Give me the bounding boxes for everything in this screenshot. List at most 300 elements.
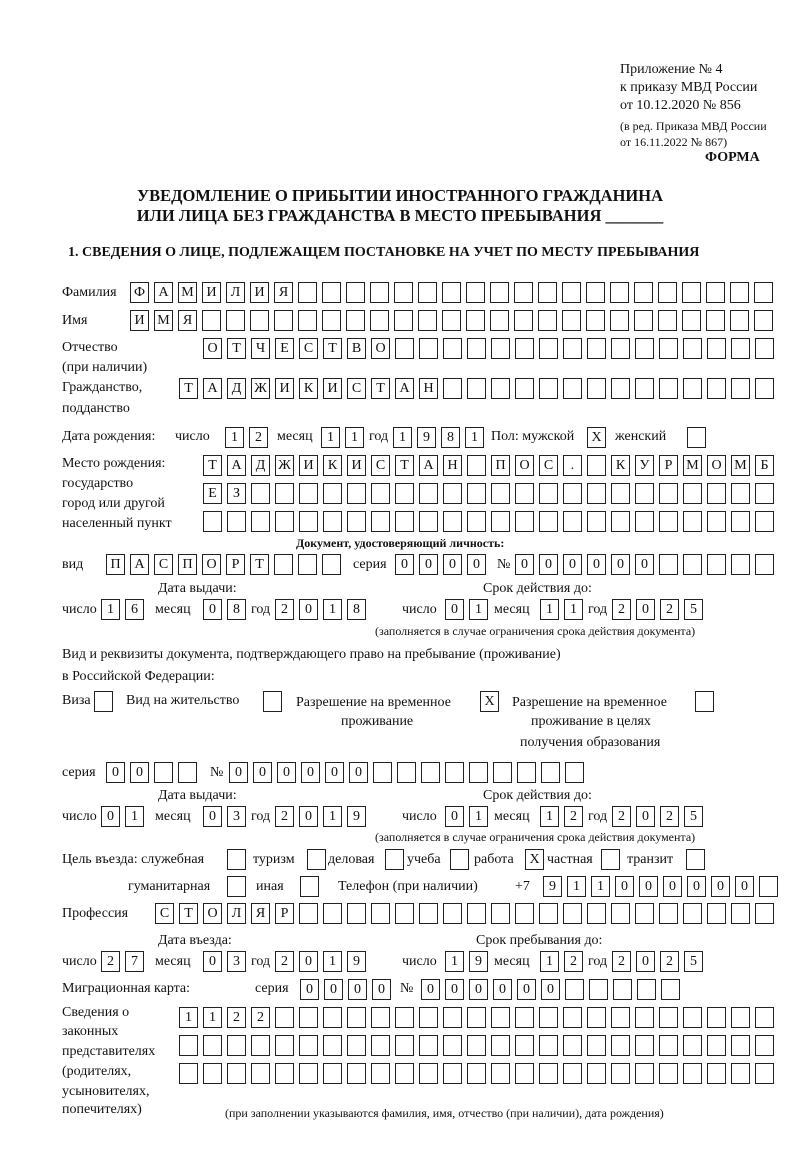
char-cell[interactable]: 0 (563, 554, 582, 575)
char-cell[interactable]: А (419, 455, 438, 476)
char-cell[interactable]: Т (179, 378, 198, 399)
char-cell[interactable] (323, 1035, 342, 1056)
char-cell[interactable]: 8 (347, 599, 366, 620)
char-cell[interactable] (491, 511, 510, 532)
char-cell[interactable]: 1 (591, 876, 610, 897)
char-cell[interactable]: 9 (347, 951, 366, 972)
char-cell[interactable] (491, 378, 510, 399)
char-cell[interactable] (395, 1063, 414, 1084)
char-cell[interactable] (274, 310, 293, 331)
char-cell[interactable] (466, 310, 485, 331)
char-cell[interactable]: Т (371, 378, 390, 399)
char-cell[interactable]: Д (251, 455, 270, 476)
char-cell[interactable] (611, 903, 630, 924)
char-cell[interactable] (659, 483, 678, 504)
char-cell[interactable] (299, 511, 318, 532)
char-cell[interactable] (682, 282, 701, 303)
char-cell[interactable] (203, 1063, 222, 1084)
char-cell[interactable] (467, 1063, 486, 1084)
char-cell[interactable]: 0 (687, 876, 706, 897)
char-cell[interactable] (755, 511, 774, 532)
char-cell[interactable]: 0 (421, 979, 440, 1000)
char-cell[interactable] (659, 1063, 678, 1084)
char-cell[interactable] (539, 378, 558, 399)
char-cell[interactable]: 0 (663, 876, 682, 897)
char-cell[interactable] (634, 282, 653, 303)
char-cell[interactable]: 2 (564, 951, 583, 972)
char-cell[interactable]: 0 (493, 979, 512, 1000)
char-cell[interactable]: 2 (612, 951, 631, 972)
char-cell[interactable] (418, 282, 437, 303)
char-cell[interactable] (467, 1035, 486, 1056)
char-cell[interactable]: С (154, 554, 173, 575)
char-cell[interactable] (635, 1007, 654, 1028)
char-cell[interactable] (635, 903, 654, 924)
char-cell[interactable]: Е (203, 483, 222, 504)
char-cell[interactable] (589, 979, 608, 1000)
char-cell[interactable] (707, 1063, 726, 1084)
char-cell[interactable] (371, 1063, 390, 1084)
char-cell[interactable]: 2 (275, 599, 294, 620)
char-cell[interactable] (539, 511, 558, 532)
char-cell[interactable]: 8 (227, 599, 246, 620)
char-cell[interactable]: 1 (469, 599, 488, 620)
char-cell[interactable] (443, 1007, 462, 1028)
char-cell[interactable] (178, 762, 197, 783)
char-cell[interactable] (587, 1035, 606, 1056)
char-cell[interactable] (299, 1007, 318, 1028)
char-cell[interactable] (467, 1007, 486, 1028)
char-cell[interactable] (587, 511, 606, 532)
char-cell[interactable] (274, 554, 293, 575)
char-cell[interactable] (419, 1035, 438, 1056)
char-cell[interactable] (299, 1063, 318, 1084)
checkbox[interactable] (450, 849, 469, 870)
char-cell[interactable] (323, 1007, 342, 1028)
char-cell[interactable] (491, 338, 510, 359)
char-cell[interactable]: 5 (684, 599, 703, 620)
char-cell[interactable] (539, 1063, 558, 1084)
char-cell[interactable] (515, 511, 534, 532)
char-cell[interactable] (683, 1063, 702, 1084)
char-cell[interactable]: 0 (299, 806, 318, 827)
char-cell[interactable] (731, 554, 750, 575)
char-cell[interactable]: 0 (636, 599, 655, 620)
char-cell[interactable]: К (323, 455, 342, 476)
char-cell[interactable]: 8 (441, 427, 460, 448)
char-cell[interactable] (635, 338, 654, 359)
char-cell[interactable] (467, 338, 486, 359)
char-cell[interactable] (466, 282, 485, 303)
char-cell[interactable]: 1 (564, 599, 583, 620)
char-cell[interactable] (755, 338, 774, 359)
char-cell[interactable] (202, 310, 221, 331)
char-cell[interactable]: 0 (299, 599, 318, 620)
char-cell[interactable] (755, 483, 774, 504)
char-cell[interactable] (731, 1007, 750, 1028)
char-cell[interactable]: 0 (469, 979, 488, 1000)
char-cell[interactable] (659, 378, 678, 399)
char-cell[interactable] (395, 483, 414, 504)
char-cell[interactable] (610, 282, 629, 303)
char-cell[interactable] (421, 762, 440, 783)
char-cell[interactable]: 0 (445, 806, 464, 827)
char-cell[interactable]: 0 (229, 762, 248, 783)
char-cell[interactable]: 2 (660, 951, 679, 972)
char-cell[interactable] (442, 310, 461, 331)
char-cell[interactable] (731, 338, 750, 359)
char-cell[interactable] (586, 310, 605, 331)
char-cell[interactable]: С (539, 455, 558, 476)
char-cell[interactable] (683, 1035, 702, 1056)
char-cell[interactable]: 1 (321, 427, 340, 448)
char-cell[interactable]: 2 (101, 951, 120, 972)
char-cell[interactable] (347, 511, 366, 532)
char-cell[interactable]: 0 (101, 806, 120, 827)
char-cell[interactable]: З (227, 483, 246, 504)
char-cell[interactable] (661, 979, 680, 1000)
char-cell[interactable]: К (611, 455, 630, 476)
char-cell[interactable] (395, 511, 414, 532)
char-cell[interactable]: Я (178, 310, 197, 331)
char-cell[interactable] (347, 1063, 366, 1084)
char-cell[interactable] (467, 378, 486, 399)
char-cell[interactable]: Б (755, 455, 774, 476)
char-cell[interactable]: А (203, 378, 222, 399)
char-cell[interactable]: 0 (325, 762, 344, 783)
char-cell[interactable] (419, 338, 438, 359)
char-cell[interactable]: М (731, 455, 750, 476)
char-cell[interactable]: П (178, 554, 197, 575)
checkbox[interactable]: X (480, 691, 499, 712)
char-cell[interactable]: 1 (323, 951, 342, 972)
char-cell[interactable]: Л (227, 903, 246, 924)
char-cell[interactable]: 6 (125, 599, 144, 620)
char-cell[interactable]: 1 (203, 1007, 222, 1028)
checkbox[interactable]: X (587, 427, 606, 448)
char-cell[interactable]: 0 (130, 762, 149, 783)
char-cell[interactable] (755, 1063, 774, 1084)
char-cell[interactable]: 0 (203, 806, 222, 827)
char-cell[interactable] (707, 511, 726, 532)
char-cell[interactable]: 0 (636, 806, 655, 827)
char-cell[interactable]: 0 (372, 979, 391, 1000)
char-cell[interactable]: 0 (301, 762, 320, 783)
char-cell[interactable] (754, 282, 773, 303)
char-cell[interactable] (707, 378, 726, 399)
char-cell[interactable]: 0 (324, 979, 343, 1000)
char-cell[interactable] (179, 1063, 198, 1084)
checkbox[interactable] (687, 427, 706, 448)
char-cell[interactable]: А (154, 282, 173, 303)
char-cell[interactable] (515, 1035, 534, 1056)
char-cell[interactable] (562, 282, 581, 303)
char-cell[interactable]: И (347, 455, 366, 476)
char-cell[interactable]: 1 (567, 876, 586, 897)
char-cell[interactable]: 0 (203, 599, 222, 620)
char-cell[interactable]: 0 (443, 554, 462, 575)
char-cell[interactable] (755, 1035, 774, 1056)
char-cell[interactable]: Ч (251, 338, 270, 359)
char-cell[interactable] (562, 310, 581, 331)
char-cell[interactable] (395, 1035, 414, 1056)
char-cell[interactable] (563, 511, 582, 532)
char-cell[interactable] (469, 762, 488, 783)
char-cell[interactable] (587, 338, 606, 359)
char-cell[interactable] (707, 338, 726, 359)
char-cell[interactable] (515, 338, 534, 359)
char-cell[interactable] (539, 1007, 558, 1028)
char-cell[interactable] (658, 310, 677, 331)
char-cell[interactable]: 0 (611, 554, 630, 575)
char-cell[interactable]: 9 (543, 876, 562, 897)
char-cell[interactable] (730, 282, 749, 303)
char-cell[interactable]: 0 (539, 554, 558, 575)
char-cell[interactable] (371, 903, 390, 924)
char-cell[interactable] (442, 282, 461, 303)
char-cell[interactable] (371, 511, 390, 532)
char-cell[interactable] (707, 554, 726, 575)
char-cell[interactable] (467, 511, 486, 532)
char-cell[interactable] (707, 1035, 726, 1056)
char-cell[interactable] (659, 554, 678, 575)
char-cell[interactable] (203, 1035, 222, 1056)
char-cell[interactable] (613, 979, 632, 1000)
char-cell[interactable] (323, 1063, 342, 1084)
char-cell[interactable] (373, 762, 392, 783)
char-cell[interactable]: 1 (469, 806, 488, 827)
char-cell[interactable] (611, 378, 630, 399)
char-cell[interactable] (731, 511, 750, 532)
char-cell[interactable] (706, 282, 725, 303)
char-cell[interactable] (226, 310, 245, 331)
char-cell[interactable]: 0 (277, 762, 296, 783)
char-cell[interactable] (563, 483, 582, 504)
char-cell[interactable] (346, 282, 365, 303)
char-cell[interactable]: О (371, 338, 390, 359)
char-cell[interactable]: С (371, 455, 390, 476)
char-cell[interactable] (491, 1063, 510, 1084)
char-cell[interactable] (635, 483, 654, 504)
char-cell[interactable] (275, 1063, 294, 1084)
char-cell[interactable] (251, 1063, 270, 1084)
char-cell[interactable] (491, 1007, 510, 1028)
char-cell[interactable]: Р (275, 903, 294, 924)
char-cell[interactable]: 2 (612, 806, 631, 827)
char-cell[interactable]: 3 (227, 806, 246, 827)
char-cell[interactable] (467, 903, 486, 924)
char-cell[interactable] (611, 511, 630, 532)
char-cell[interactable] (419, 483, 438, 504)
char-cell[interactable]: Т (323, 338, 342, 359)
char-cell[interactable] (635, 378, 654, 399)
char-cell[interactable] (395, 1007, 414, 1028)
checkbox[interactable] (94, 691, 113, 712)
char-cell[interactable] (659, 903, 678, 924)
char-cell[interactable] (515, 903, 534, 924)
char-cell[interactable] (514, 310, 533, 331)
char-cell[interactable] (394, 310, 413, 331)
char-cell[interactable] (443, 378, 462, 399)
char-cell[interactable]: 0 (419, 554, 438, 575)
char-cell[interactable]: 0 (517, 979, 536, 1000)
char-cell[interactable] (731, 378, 750, 399)
char-cell[interactable]: О (203, 903, 222, 924)
char-cell[interactable]: 5 (684, 806, 703, 827)
char-cell[interactable]: 2 (660, 806, 679, 827)
char-cell[interactable]: И (130, 310, 149, 331)
char-cell[interactable] (587, 1007, 606, 1028)
char-cell[interactable] (275, 483, 294, 504)
char-cell[interactable] (565, 762, 584, 783)
char-cell[interactable] (370, 310, 389, 331)
char-cell[interactable] (754, 310, 773, 331)
char-cell[interactable] (610, 310, 629, 331)
char-cell[interactable] (346, 310, 365, 331)
char-cell[interactable]: 2 (612, 599, 631, 620)
char-cell[interactable] (683, 338, 702, 359)
char-cell[interactable]: 0 (348, 979, 367, 1000)
char-cell[interactable] (418, 310, 437, 331)
char-cell[interactable]: 2 (660, 599, 679, 620)
char-cell[interactable] (587, 483, 606, 504)
char-cell[interactable] (634, 310, 653, 331)
char-cell[interactable]: Н (443, 455, 462, 476)
char-cell[interactable]: Ж (251, 378, 270, 399)
char-cell[interactable]: И (202, 282, 221, 303)
char-cell[interactable]: Т (250, 554, 269, 575)
char-cell[interactable] (347, 1035, 366, 1056)
char-cell[interactable] (539, 903, 558, 924)
char-cell[interactable] (755, 1007, 774, 1028)
char-cell[interactable]: И (275, 378, 294, 399)
char-cell[interactable]: 9 (347, 806, 366, 827)
char-cell[interactable] (541, 762, 560, 783)
char-cell[interactable] (275, 1007, 294, 1028)
char-cell[interactable] (514, 282, 533, 303)
char-cell[interactable]: 1 (540, 599, 559, 620)
char-cell[interactable] (493, 762, 512, 783)
char-cell[interactable]: 0 (636, 951, 655, 972)
char-cell[interactable]: 0 (711, 876, 730, 897)
char-cell[interactable]: М (154, 310, 173, 331)
char-cell[interactable] (347, 483, 366, 504)
char-cell[interactable] (539, 338, 558, 359)
char-cell[interactable]: Д (227, 378, 246, 399)
char-cell[interactable] (347, 903, 366, 924)
char-cell[interactable]: К (299, 378, 318, 399)
checkbox[interactable] (300, 876, 319, 897)
char-cell[interactable]: О (203, 338, 222, 359)
char-cell[interactable] (611, 1063, 630, 1084)
char-cell[interactable]: Р (659, 455, 678, 476)
char-cell[interactable]: О (707, 455, 726, 476)
char-cell[interactable] (443, 483, 462, 504)
char-cell[interactable]: 0 (445, 599, 464, 620)
char-cell[interactable]: Ф (130, 282, 149, 303)
char-cell[interactable]: 1 (225, 427, 244, 448)
char-cell[interactable] (565, 979, 584, 1000)
char-cell[interactable]: 1 (540, 806, 559, 827)
char-cell[interactable] (322, 310, 341, 331)
char-cell[interactable]: 7 (125, 951, 144, 972)
char-cell[interactable] (611, 1007, 630, 1028)
char-cell[interactable] (659, 1007, 678, 1028)
char-cell[interactable]: О (202, 554, 221, 575)
char-cell[interactable] (587, 455, 606, 476)
char-cell[interactable]: 0 (587, 554, 606, 575)
char-cell[interactable]: Т (179, 903, 198, 924)
char-cell[interactable]: 9 (469, 951, 488, 972)
char-cell[interactable]: 1 (445, 951, 464, 972)
char-cell[interactable] (707, 483, 726, 504)
char-cell[interactable] (515, 378, 534, 399)
char-cell[interactable] (203, 511, 222, 532)
char-cell[interactable] (490, 282, 509, 303)
char-cell[interactable] (251, 483, 270, 504)
char-cell[interactable] (683, 1007, 702, 1028)
char-cell[interactable]: 2 (275, 806, 294, 827)
char-cell[interactable] (611, 483, 630, 504)
char-cell[interactable] (731, 483, 750, 504)
char-cell[interactable]: 0 (541, 979, 560, 1000)
char-cell[interactable]: 3 (227, 951, 246, 972)
char-cell[interactable] (298, 554, 317, 575)
char-cell[interactable] (299, 903, 318, 924)
char-cell[interactable]: Т (203, 455, 222, 476)
char-cell[interactable] (250, 310, 269, 331)
char-cell[interactable]: Я (251, 903, 270, 924)
char-cell[interactable]: 0 (106, 762, 125, 783)
char-cell[interactable] (563, 903, 582, 924)
checkbox[interactable] (686, 849, 705, 870)
char-cell[interactable] (275, 511, 294, 532)
char-cell[interactable]: П (491, 455, 510, 476)
char-cell[interactable]: А (395, 378, 414, 399)
char-cell[interactable] (683, 554, 702, 575)
char-cell[interactable] (347, 1007, 366, 1028)
char-cell[interactable]: 0 (735, 876, 754, 897)
char-cell[interactable]: 1 (345, 427, 364, 448)
char-cell[interactable]: С (155, 903, 174, 924)
char-cell[interactable] (683, 903, 702, 924)
char-cell[interactable]: 1 (393, 427, 412, 448)
checkbox[interactable] (227, 876, 246, 897)
char-cell[interactable]: 0 (395, 554, 414, 575)
char-cell[interactable]: 0 (299, 951, 318, 972)
char-cell[interactable] (443, 511, 462, 532)
char-cell[interactable]: 2 (251, 1007, 270, 1028)
char-cell[interactable] (755, 554, 774, 575)
checkbox[interactable] (385, 849, 404, 870)
char-cell[interactable] (538, 282, 557, 303)
char-cell[interactable] (322, 282, 341, 303)
char-cell[interactable] (443, 903, 462, 924)
char-cell[interactable] (299, 483, 318, 504)
char-cell[interactable]: 1 (323, 599, 342, 620)
char-cell[interactable] (515, 483, 534, 504)
char-cell[interactable]: 0 (635, 554, 654, 575)
char-cell[interactable] (755, 903, 774, 924)
char-cell[interactable] (445, 762, 464, 783)
char-cell[interactable] (682, 310, 701, 331)
char-cell[interactable]: Е (275, 338, 294, 359)
char-cell[interactable] (251, 1035, 270, 1056)
char-cell[interactable] (323, 903, 342, 924)
char-cell[interactable]: А (227, 455, 246, 476)
char-cell[interactable] (467, 455, 486, 476)
char-cell[interactable] (635, 1063, 654, 1084)
